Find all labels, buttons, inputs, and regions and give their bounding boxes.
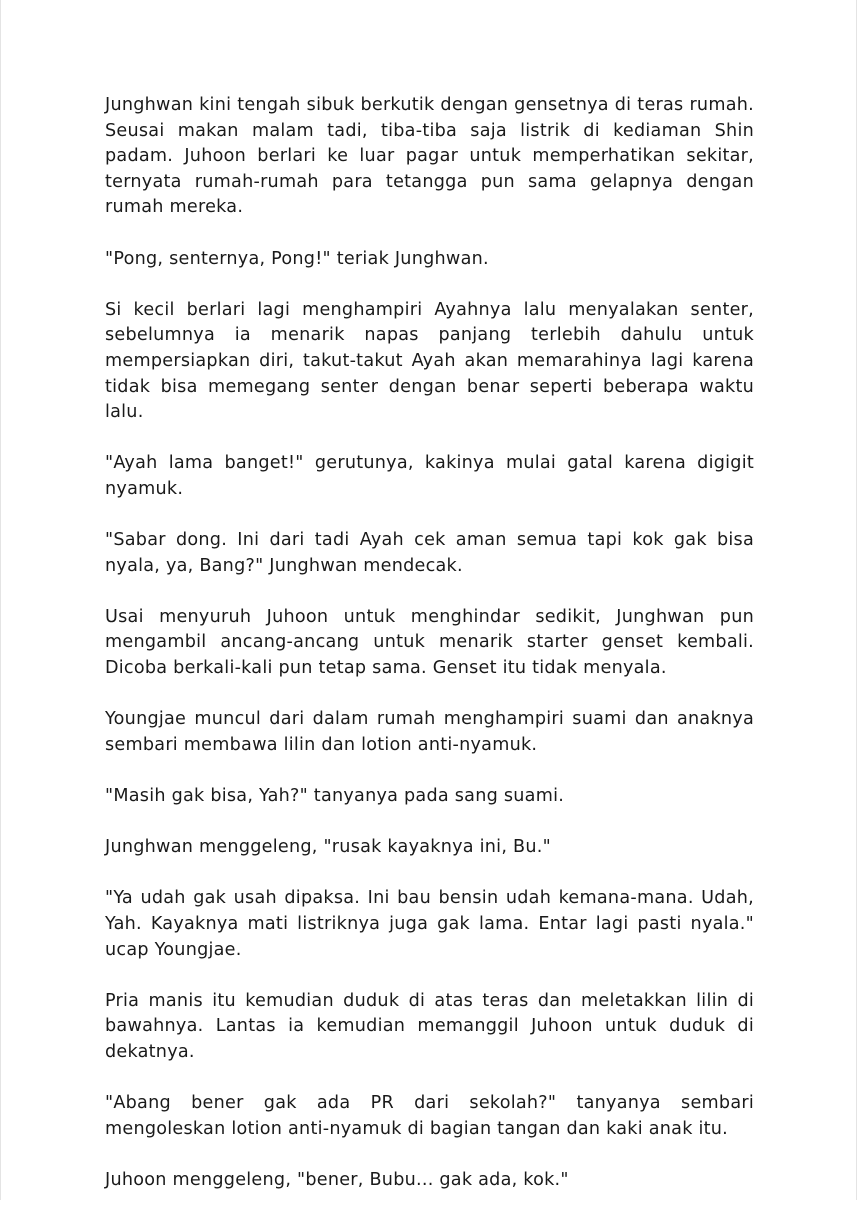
paragraph-13: Juhoon menggeleng, "bener, Bubu... gak ada, kok." xyxy=(105,1169,569,1190)
paragraph-5: "Sabar dong. Ini dari tadi Ayah cek aman semua tapi kok gak bisa nyala, ya, Bang?" Junghwan mendecak. xyxy=(105,530,754,576)
paragraph-8: "Masih gak bisa, Yah?" tanyanya pada sang suami. xyxy=(105,786,565,807)
paragraph-2: "Pong, senternya, Pong!" teriak Junghwan. xyxy=(105,248,489,269)
paragraph-6: Usai menyuruh Juhoon untuk menghindar sedikit, Junghwan pun mengambil ancang-ancang untuk menarik starter genset kembali. Dicoba berkali-kali pun tetap sama. Genset itu tidak menyala. xyxy=(105,606,754,679)
paragraph-11: Pria manis itu kemudian duduk di atas teras dan meletakkan lilin di bawahnya. Lantas ia kemudian memanggil Juhoon untuk duduk di dekatnya. xyxy=(105,990,754,1062)
paragraph-7: Youngjae muncul dari dalam rumah menghampiri suami dan anaknya sembari membawa lilin dan lotion anti-nyamuk. xyxy=(105,709,754,755)
paragraph-10: "Ya udah gak usah dipaksa. Ini bau bensin udah kemana-mana. Udah, Yah. Kayaknya mati listriknya juga gak lama. Entar lagi pasti nyala." ucap Youngjae. xyxy=(105,888,754,960)
document-body xyxy=(105,93,754,1219)
paragraph-3: Si kecil berlari lagi menghampiri Ayahnya lalu menyalakan senter, sebelumnya ia menarik napas panjang terlebih dahulu untuk mempersiapkan diri, takut-takut Ayah akan memarahinya lagi karena tidak bisa memegang senter dengan benar seperti beberapa waktu lalu. xyxy=(105,299,754,423)
paragraph-4: "Ayah lama banget!" gerutunya, kakinya mulai gatal karena digigit nyamuk. xyxy=(105,453,754,499)
paragraph-1: Junghwan kini tengah sibuk berkutik dengan gensetnya di teras rumah. Seusai makan malam tadi, tiba-tiba saja listrik di kediaman Shin padam. Juhoon berlari ke luar pagar untuk memperhatikan sekitar, ternyata rumah-rumah para tetangga pun sama gelapnya dengan rumah mereka. xyxy=(105,95,754,218)
paragraph-9: Junghwan menggeleng, "rusak kayaknya ini, Bu." xyxy=(105,837,551,858)
paragraph-12: "Abang bener gak ada PR dari sekolah?" tanyanya sembari mengoleskan lotion anti-nyamuk di bagian tangan dan kaki anak itu. xyxy=(105,1093,754,1139)
